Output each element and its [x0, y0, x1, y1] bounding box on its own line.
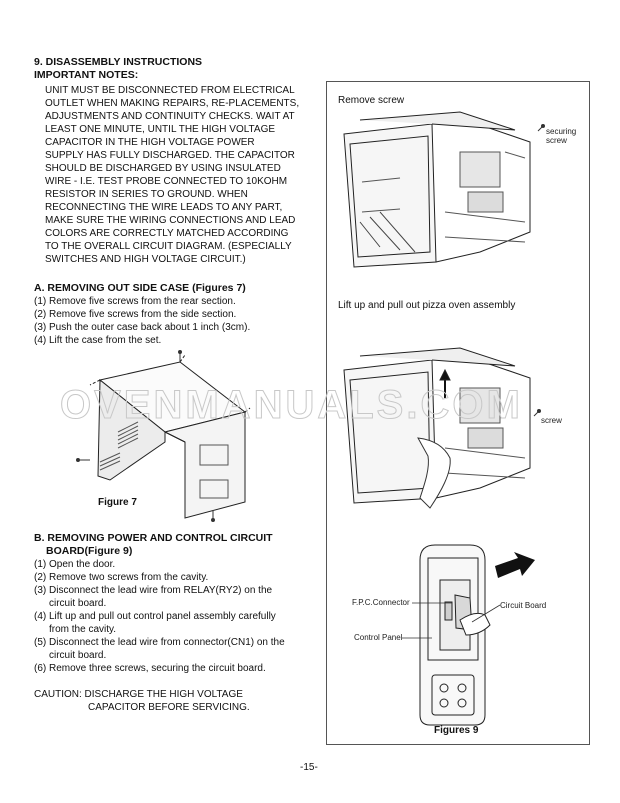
- page-number: -15-: [300, 762, 318, 773]
- part-b-step: (5) Disconnect the lead wire from connector(CN1) on the: [34, 637, 285, 648]
- section-title: 9. DISASSEMBLY INSTRUCTIONS: [34, 56, 203, 68]
- label-screw-2: screw: [541, 416, 562, 425]
- notes-line: ADJUSTMENTS AND CONTINUITY CHECKS. WAIT AT: [45, 111, 295, 122]
- part-b-step: (4) Lift up and pull out control panel assembly carefully: [34, 611, 276, 622]
- part-b-step: (2) Remove two screws from the cavity.: [34, 572, 209, 583]
- figure-7-outer-case-drawing: [60, 350, 260, 525]
- part-b-step-cont: circuit board.: [49, 598, 107, 609]
- watermark: OVENMANUALS.COM: [60, 383, 523, 427]
- label-screw-1: screw: [546, 136, 567, 145]
- part-b-step: (6) Remove three screws, securing the circuit board.: [34, 663, 266, 674]
- caption-lift-pizza-oven: Lift up and pull out pizza oven assembly: [338, 300, 516, 311]
- important-notes-heading: IMPORTANT NOTES:: [34, 69, 139, 81]
- part-b-step: (3) Disconnect the lead wire from RELAY(RY2) on the: [34, 585, 273, 596]
- part-a-step: (2) Remove five screws from the side section.: [34, 309, 237, 320]
- oven-chassis-drawing-1: [340, 112, 540, 282]
- notes-line: WIRE - I.E. TEST PROBE CONNECTED TO 10KOHM: [45, 176, 288, 187]
- notes-line: MAKE SURE THE WIRING CONNECTIONS AND LEAD: [45, 215, 296, 226]
- part-b-step-cont: from the cavity.: [49, 624, 117, 635]
- part-a-step: (4) Lift the case from the set.: [34, 335, 162, 346]
- leader-line: [472, 604, 500, 624]
- caution-line: CAUTION: DISCHARGE THE HIGH VOLTAGE: [34, 689, 243, 700]
- figure-9-caption: Figures 9: [434, 725, 479, 736]
- label-securing: securing: [546, 127, 577, 136]
- caption-remove-screw: Remove screw: [338, 95, 405, 106]
- notes-line: RESISTOR IN SERIES TO GROUND. WHEN: [45, 189, 248, 200]
- notes-line: OUTLET WHEN MAKING REPAIRS, RE-PLACEMENTS,: [45, 98, 300, 109]
- part-b-heading-cont: BOARD(Figure 9): [46, 545, 133, 557]
- part-b-heading: B. REMOVING POWER AND CONTROL CIRCUIT: [34, 532, 273, 544]
- screw-icon: [534, 406, 544, 416]
- label-fpc-connector: F.P.C.Connector: [352, 598, 410, 607]
- notes-line: SUPPLY HAS FULLY DISCHARGED. THE CAPACITOR: [45, 150, 295, 161]
- part-b-step: (1) Open the door.: [34, 559, 116, 570]
- part-b-step-cont: circuit board.: [49, 650, 107, 661]
- leader-line: [402, 637, 432, 639]
- caution-line-cont: CAPACITOR BEFORE SERVICING.: [88, 702, 250, 713]
- notes-line: UNIT MUST BE DISCONNECTED FROM ELECTRICAL: [45, 85, 295, 96]
- part-a-heading: A. REMOVING OUT SIDE CASE (Figures 7): [34, 282, 246, 294]
- label-control-panel: Control Panel: [354, 633, 403, 642]
- part-a-step: (3) Push the outer case back about 1 inch (3cm).: [34, 322, 251, 333]
- oven-chassis-drawing-2: [340, 348, 540, 518]
- label-circuit-board: Circuit Board: [500, 601, 547, 610]
- part-a-step: (1) Remove five screws from the rear section.: [34, 296, 236, 307]
- figure-7-caption: Figure 7: [98, 497, 137, 508]
- notes-line: SWITCHES AND HIGH VOLTAGE CIRCUIT.): [45, 254, 246, 265]
- notes-line: RECONNECTING THE WIRE LEADS TO ANY PART,: [45, 202, 283, 213]
- notes-line: LEAST ONE MINUTE, UNTIL THE HIGH VOLTAGE: [45, 124, 276, 135]
- notes-line: COLORS ARE CORRECTLY MATCHED ACCORDING: [45, 228, 289, 239]
- notes-line: SHOULD BE DISCHARGED BY USING INSULATED: [45, 163, 281, 174]
- notes-line: CAPACITOR IN THE HIGH VOLTAGE POWER: [45, 137, 255, 148]
- control-panel-drawing: [400, 540, 560, 730]
- leader-line: [412, 602, 452, 604]
- notes-line: TO THE OVERALL CIRCUIT DIAGRAM. (ESPECIALLY: [45, 241, 292, 252]
